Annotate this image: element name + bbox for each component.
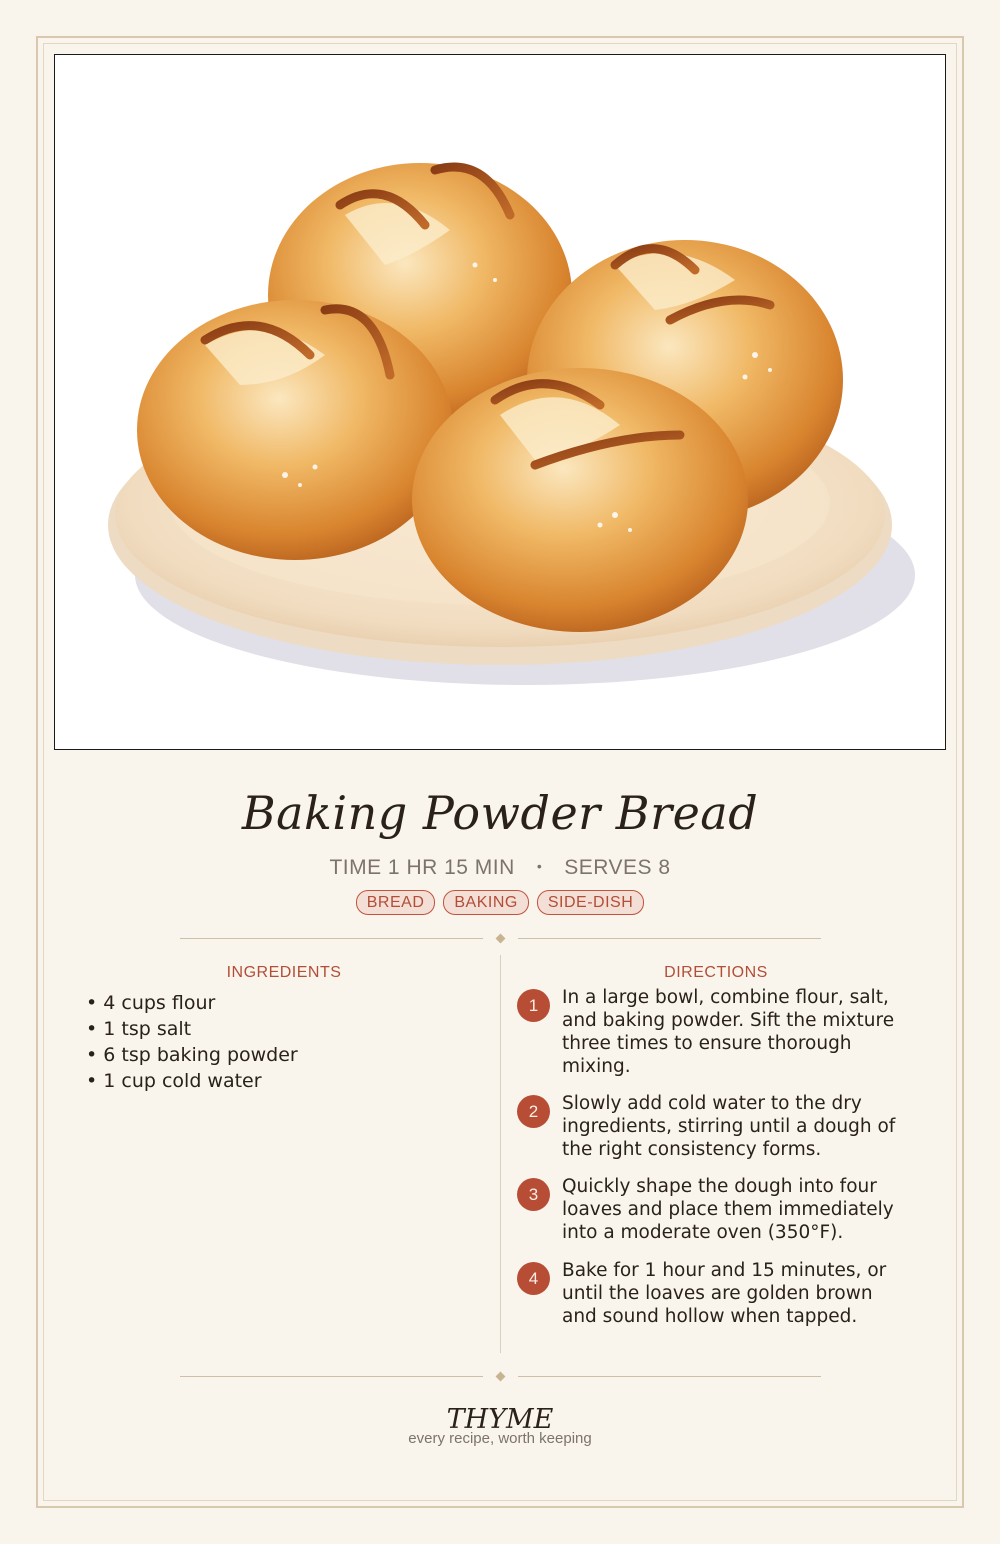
step-text: Quickly shape the dough into four loaves and place them immediately into a moderate oven (350°F). bbox=[562, 1176, 894, 1243]
recipe-serves: SERVES 8 bbox=[564, 856, 671, 879]
divider-top-right bbox=[518, 938, 821, 939]
recipe-title: Baking Powder Bread bbox=[241, 786, 759, 840]
ingredients-heading: INGREDIENTS bbox=[226, 964, 342, 981]
bread-illustration bbox=[54, 54, 946, 750]
step-number-badge: 3 bbox=[517, 1178, 550, 1211]
loaf-front bbox=[412, 368, 748, 632]
tag-side-dish[interactable]: SIDE-DISH bbox=[537, 890, 644, 915]
step-number-badge: 1 bbox=[517, 989, 550, 1022]
recipe-meta bbox=[0, 856, 1000, 880]
divider-bottom-left bbox=[180, 1376, 483, 1377]
divider-top-left bbox=[180, 938, 483, 939]
recipe-time: TIME 1 HR 15 MIN bbox=[329, 856, 515, 879]
tag-baking[interactable]: BAKING bbox=[443, 890, 528, 915]
step-text: Slowly add cold water to the dry ingredients, stirring until a dough of the right consistency forms. bbox=[562, 1093, 896, 1160]
ingredient-item: • 4 cups flour bbox=[86, 992, 216, 1014]
ingredients-list bbox=[86, 990, 298, 1094]
meta-separator: • bbox=[536, 858, 543, 874]
step-number-badge: 4 bbox=[517, 1262, 550, 1295]
directions-heading: DIRECTIONS bbox=[664, 964, 768, 981]
brand-tagline: every recipe, worth keeping bbox=[408, 1430, 592, 1447]
ingredient-item: • 1 cup cold water bbox=[86, 1070, 262, 1092]
ingredient-item: • 6 tsp baking powder bbox=[86, 1044, 298, 1066]
loaf-left bbox=[137, 300, 453, 560]
step-text: In a large bowl, combine flour, salt, and baking powder. Sift the mixture three times to ensure thorough mixing. bbox=[562, 987, 895, 1077]
tag-bread[interactable]: BREAD bbox=[356, 890, 436, 915]
column-divider bbox=[500, 955, 501, 1353]
brand-logo: THYME bbox=[446, 1404, 554, 1435]
ingredient-item: • 1 tsp salt bbox=[86, 1018, 192, 1040]
divider-bottom-right bbox=[518, 1376, 821, 1377]
tag-list bbox=[0, 890, 1000, 915]
step-text: Bake for 1 hour and 15 minutes, or until the loaves are golden brown and sound hollow when tapped. bbox=[562, 1260, 887, 1327]
step-number-badge: 2 bbox=[517, 1095, 550, 1128]
